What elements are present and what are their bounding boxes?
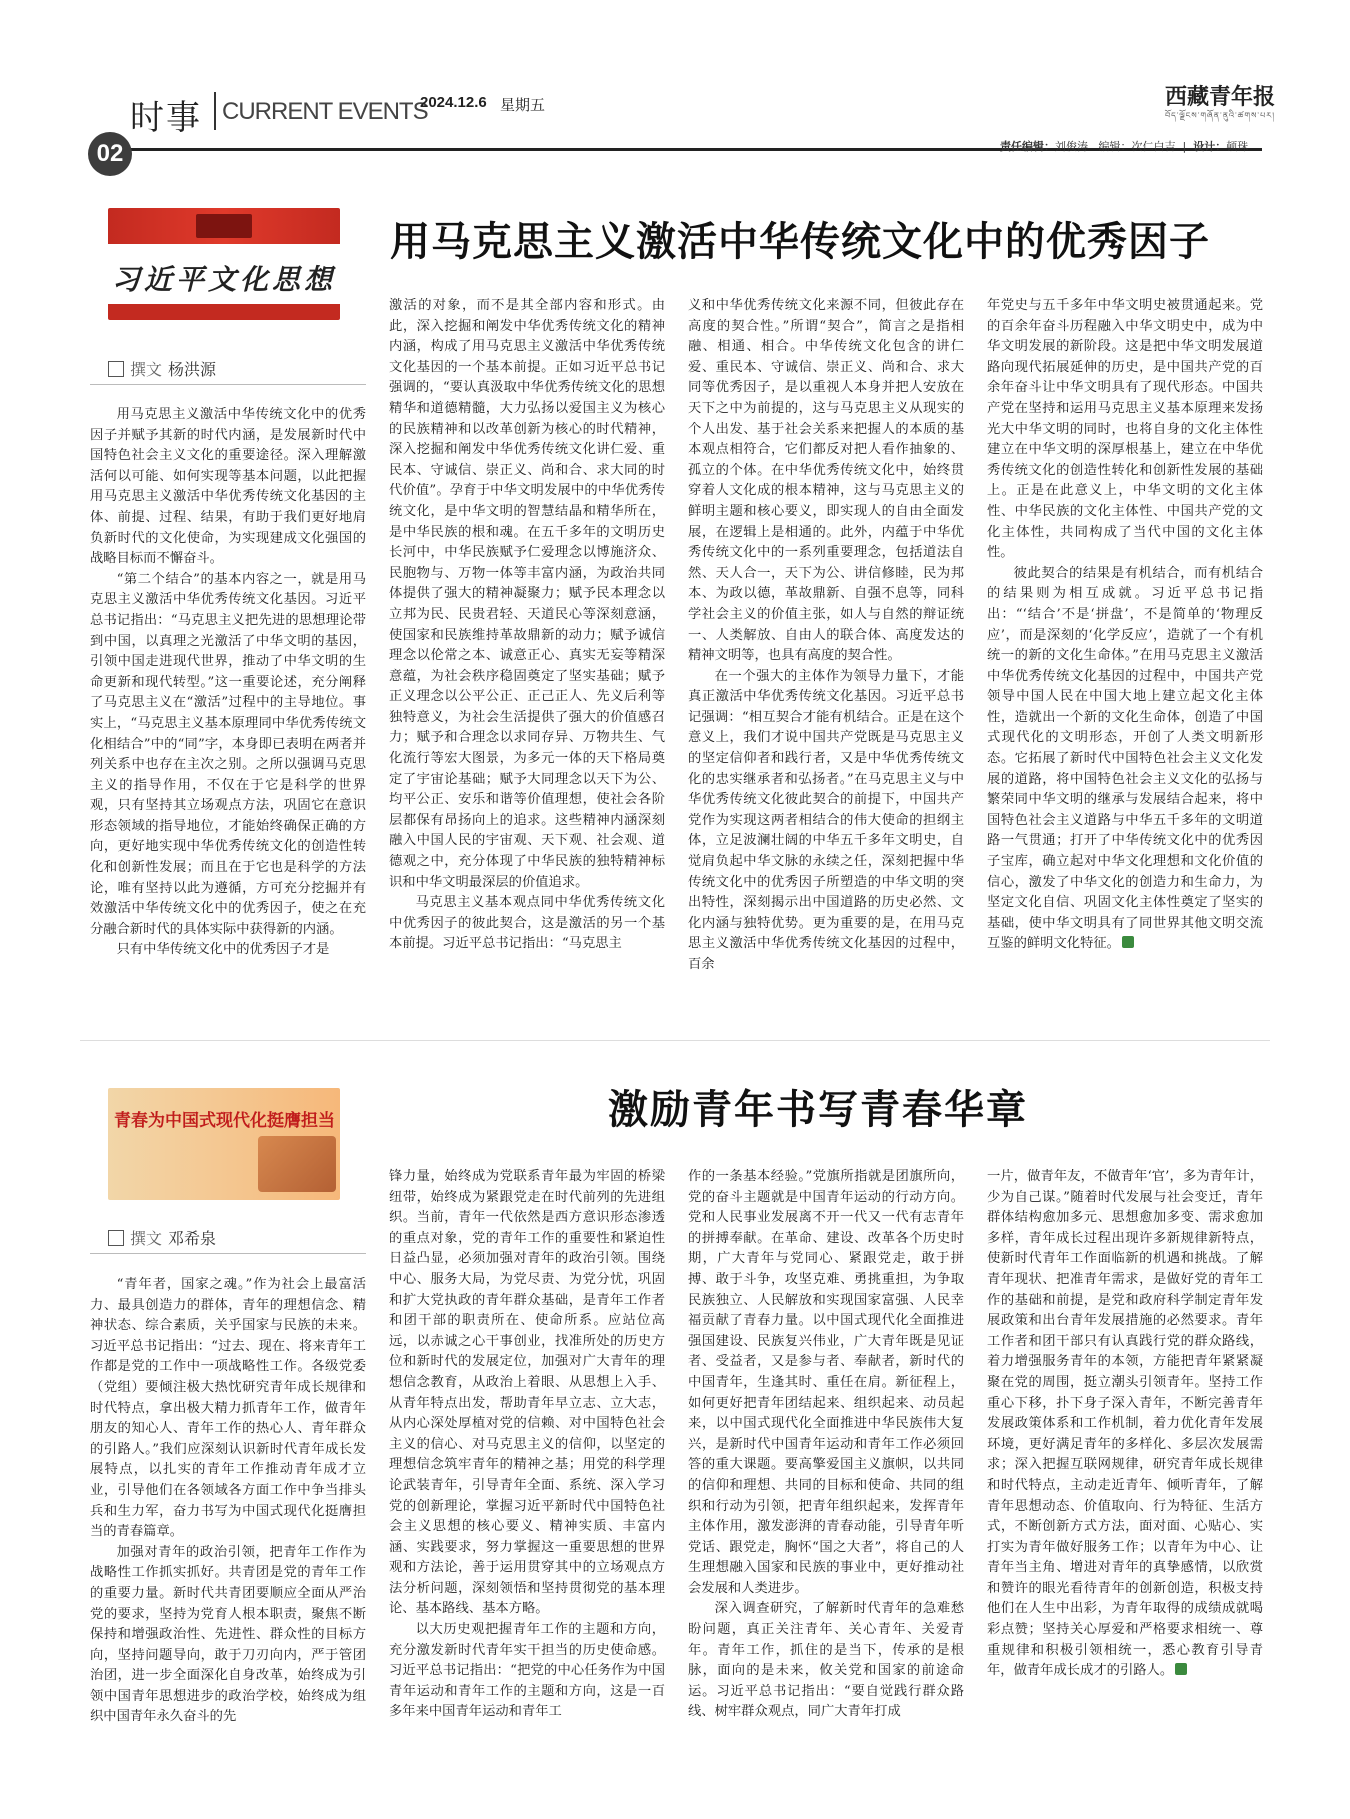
editor-credits: 责任编辑：刘俊涛 编辑：次仁白吉 | 设计：顿珠 <box>1000 140 1249 153</box>
editor-in-charge-label: 责任编辑： <box>1000 140 1055 153</box>
article1-banner <box>108 208 340 320</box>
article2-column-1 <box>90 1275 366 1785</box>
banner-figures-illustration <box>258 1136 336 1192</box>
article1-column-3 <box>688 296 964 1010</box>
article2-column-2 <box>389 1167 665 1785</box>
editor-name: 次仁白吉 <box>1131 140 1176 153</box>
paragraph <box>987 1167 1263 1682</box>
designer-name: 顿珠 <box>1226 140 1249 153</box>
section-separator <box>214 92 216 130</box>
pen-icon <box>108 361 124 377</box>
paragraph: 用马克思主义激活中华传统文化中的优秀因子并赋予其新的时代内涵，是发展新时代中国特色社会主义文化的重要途径。深入理解激活何以可能、如何实现等基本问题，以此把握用马克思主义激活中华优秀传统文化基因的主体、前提、过程、结果，有助于我们更好地肩负新时代的文化使命，为实现建成文化强国的战略目标而不懈奋斗。 <box>90 407 366 567</box>
paragraph-text: 一片，做青年友，不做青年‘官’，多为青年计，少为自己谋。”随着时代发展与社会变迁，青年群体结构愈加多元、思想愈加多变、需求愈加多样，青年成长过程出现许多新规律新特点，使新时代青年工作面临新的机遇和挑战。了解青年现状、把准青年需求，是做好党的青年工作的基础和前提，是党和政府科学制定青年发展政策和出台青年发展措施的必然要求。青年工作者和团干部只有认真践行党的群众路线，着力增强服务青年的本领，方能把青年紧紧凝聚在党的周围，挺立潮头引领青年。坚持工作重心下移，扑下身子深入青年，不断完善青年发展政策体系和工作机制，着力优化青年发展环境，更好满足青年的多样化、多层次发展需求；深入把握互联网规律，研究青年成长规律和时代特点，主动走近青年、倾听青年，了解青年思想动态、价值取向、行为特征、生活方式，不断创新方式方法，面对面、心贴心、实打实为青年做好服务工作；以青年为中心、让青年当主角、增进对青年的真挚感情，以欣赏和赞许的眼光看待青年的创新创造，积极支持他们在人生中出彩，为青年取得的成绩成就喝彩点赞；坚持关心厚爱和严格要求相统一、尊重规律和积极引领相统一，悉心教育引导青年，做青年成长成才的引路人。 <box>987 1169 1263 1679</box>
article1-column-1 <box>90 405 366 1010</box>
article1-byline <box>108 357 216 380</box>
banner-calligraphy: 习近平文化思想 <box>111 263 336 296</box>
paragraph: 激活的对象，而不是其全部内容和形式。由此，深入挖掘和阐发中华优秀传统文化的精神内涵，构成了用马克思主义激活中华优秀传统文化基因的一个基本前提。正如习近平总书记强调的，“要认真汲取中华优秀传统文化的思想精华和道德精髓，大力弘扬以爱国主义为核心的民族精神和以改革创新为核心的时代精神，深入挖掘和阐发中华优秀传统文化讲仁爱、重民本、守诚信、崇正义、尚和合、求大同的时代价值”。孕育于中华文明发展中的中华优秀传统文化，是中华文明的智慧结晶和精华所在，是中华民族的根和魂。在五千多年的文明历史长河中，中华民族赋予仁爱理念以博施济众、民胞物与、万物一体等丰富内涵，为政治共同体提供了强大的精神凝聚力；赋予民本理念以立邦为民、民贵君轻、天道民心等深刻意涵，使国家和民族维持革故鼎新的动力；赋予诚信理念以伦常之本、诚意正心、真实无妄等精深意蕴，为社会秩序稳固奠定了坚实基础；赋予正义理念以公平公正、正己正人、先义后利等独特意义，为社会生活提供了强大的价值感召力；赋予和合理念以求同存异、万物共生、气化流行等宏大图景，为多元一体的天下格局奠定了宇宙论基础；赋予大同理念以天下为公、均平公正、安乐和谐等价值理想，使社会各阶层都保有昂扬向上的追求。这些精神内涵深刻融入中国人民的宇宙观、天下观、社会观、道德观之中，充分体现了中华民族的独特精神标识和中华文明最深层的价值追求。 <box>389 298 665 890</box>
issue-weekday: 星期五 <box>500 96 546 114</box>
paragraph: 年党史与五千多年中华文明史被贯通起来。党的百余年奋斗历程融入中华文明史中，成为中华文明发展的新阶段。这是把中华文明发展道路向现代拓展延伸的历史，是中国共产党的百余年奋斗让中华文明具有了现代形态。中国共产党在坚持和运用马克思主义基本原理来发扬光大中华文明的同时，也将自身的文化主体性建立在中华文明的深厚根基上，建立在中华优秀传统文化的创造性转化和创新性发展的基础上。正是在此意义上，中华文明的文化主体性、中华民族的文化主体性、中国共产党的文化主体性，共同构成了当代中国的文化主体性。 <box>987 298 1263 561</box>
article1-column-2 <box>389 296 665 1010</box>
article2-banner <box>108 1088 340 1200</box>
newspaper-masthead-tibetan: བོད་ལྗོངས་གཞོན་ནུའི་ཚགས་པར། <box>1165 111 1275 120</box>
paragraph-text: 彼此契合的结果是有机结合，而有机结合的结果则为相互成就。习近平总书记指出：“‘结合’不是‘拼盘’，不是简单的‘物理反应’，而是深刻的‘化学反应’，造就了一个有机统一的新的文化生命体。”在用马克思主义激活中华优秀传统文化基因的过程中，中国共产党领导中国人民在中国大地上建立起文化主体性，造就出一个新的文化生命体，创造了中国式现代化的文明形态，开创了人类文明新形态。它拓展了新时代中国特色社会主义文化发展的道路，将中国特色社会主义文化的弘扬与繁荣同中华文明的继承与发展结合起来，将中国特色社会主义道路与中华五千多年的文明道路一气贯通；打开了中华传统文化中的优秀因子宝库，确立起对中华文化理想和文化价值的信心，激发了中华文化的创造力和生命力，为坚定文化自信、巩固文化主体性奠定了坚实的基础，使中华文明具有了同世界其他文明交流互鉴的鲜明文化特征。 <box>987 565 1263 952</box>
newspaper-masthead: 西藏青年报 <box>1165 84 1276 110</box>
paragraph: “青年者，国家之魂。”作为社会上最富活力、最具创造力的群体，青年的理想信念、精神状态、综合素质，关乎国家与民族的未来。习近平总书记指出：“过去、现在、将来青年工作都是党的工作中一项战略性工作。各级党委（党组）要倾注极大热忱研究青年成长规律和时代特点，拿出极大精力抓青年工作，做青年朋友的知心人、青年工作的热心人、青年群众的引路人。”我们应深刻认识新时代青年成长发展特点，以扎实的青年工作推动青年成才立业，引导他们在各领域各方面工作中争当排头兵和生力军，奋力书写为中国式现代化挺膺担当的青春篇章。 <box>90 1277 366 1540</box>
article2-column-3 <box>688 1167 964 1785</box>
issue-date: 2024.12.6 <box>420 94 487 111</box>
byline-label: 撰文 <box>130 360 163 379</box>
banner-text: 青春为中国式现代化挺膺担当 <box>114 1111 335 1131</box>
paragraph: “第二个结合”的基本内容之一，就是用马克思主义激活中华优秀传统文化基因。习近平总书记指出：“马克思主义把先进的思想理论带到中国，以真理之光激活了中华文明的基因，引领中国走进现代世界，推动了中华文明的生命更新和现代转型。”这一重要论述，充分阐释了马克思主义在“激活”过程中的主导地位。事实上，“马克思主义基本原理同中华优秀传统文化相结合”中的“同”字，本身即已表明在两者并列关系中也存在主次之别。之所以强调马克思主义的指导作用，不仅在于它是科学的世界观，只有坚持其立场观点方法，巩固它在意识形态领域的指导地位，才能始终确保正确的方向，更好地实现中华优秀传统文化的创造性转化和创新性发展；而且在于它也是科学的方法论，唯有坚持以此为遵循，方可充分挖掘并有效激活中华传统文化中的优秀因子，使之在充分融合新时代的具体实际中获得新的内涵。 <box>90 571 366 937</box>
paragraph: 作的一条基本经验。”党旗所指就是团旗所向，党的奋斗主题就是中国青年运动的行动方向。党和人民事业发展离不开一代又一代有志青年的拼搏奉献。在革命、建设、改革各个历史时期，广大青年与党同心、紧跟党走，敢于拼搏、敢于斗争，攻坚克难、勇挑重担，为争取民族独立、人民解放和实现国家富强、人民幸福贡献了青春力量。以中国式现代化全面推进强国建设、民族复兴伟业，广大青年既是见证者、受益者，又是参与者、奉献者，新时代的中国青年，生逢其时、重任在肩。新征程上，如何更好把青年团结起来、组织起来、动员起来，以中国式现代化全面推进中华民族伟大复兴，是新时代中国青年运动和青年工作必须回答的重大课题。要高擎爱国主义旗帜，以共同的信仰和理想、共同的目标和使命、共同的组织和行动为引领，把青年组织起来，发挥青年主体作用，激发澎湃的青春动能，引导青年听党话、跟党走，胸怀“国之大者”，将自己的人生理想融入国家和民族的事业中，更好推动社会发展和人类进步。 <box>688 1169 964 1596</box>
designer-label: 设计： <box>1193 140 1227 153</box>
paragraph: 义和中华优秀传统文化来源不同，但彼此存在高度的契合性。”所谓“契合”，简言之是指相融、相通、相合。中华传统文化包含的讲仁爱、重民本、守诚信、崇正义、尚和合、求大同等优秀因子，是以重视人本身并把人安放在天下之中为前提的，这与马克思主义从现实的个人出发、基于社会关系来把握人的本质的基本观点相符合，它们都反对把人看作抽象的、孤立的个体。在中华优秀传统文化中，始终贯穿着人文化成的根本精神，这与马克思主义的鲜明主题和核心要义，即实现人的自由全面发展，在逻辑上是相通的。此外，内蕴于中华优秀传统文化中的一系列重要理念，包括道法自然、天人合一，天下为公、讲信修睦，民为邦本、为政以德，革故鼎新、自强不息等，同科学社会主义的价值主张，如人与自然的辩证统一、人类解放、自由人的联合体、高度发达的精神文明等，也具有高度的契合性。 <box>688 298 964 664</box>
paragraph: 马克思主义基本观点同中华优秀传统文化中优秀因子的彼此契合，这是激活的另一个基本前提。习近平总书记指出：“马克思主 <box>389 895 665 952</box>
page-number: 02 <box>88 132 132 176</box>
author-name: 邓希泉 <box>168 1229 217 1248</box>
editor-in-charge: 刘俊涛 <box>1055 140 1088 153</box>
pen-icon <box>108 1230 124 1246</box>
author-name: 杨洪源 <box>168 360 217 379</box>
paragraph <box>987 564 1263 955</box>
paragraph: 在一个强大的主体作为领导力量下，才能真正激活中华优秀传统文化基因。习近平总书记强调：“相互契合才能有机结合。正是在这个意义上，我们才说中国共产党既是马克思主义的坚定信仰者和践行者，又是中华优秀传统文化的忠实继承者和弘扬者。”在马克思主义与中华优秀传统文化彼此契合的前提下，中国共产党作为实现这两者相结合的伟大使命的担纲主体，立足波澜壮阔的中华五千多年文明史，自觉肩负起中华文脉的永续之任，深刻把握中华传统文化中的优秀因子所塑造的中华文明的突出特性，深刻揭示出中国道路的历史必然、文化内涵与独特优势。更为重要的是，在用马克思主义激活中华优秀传统文化基因的过程中，百余 <box>688 668 964 972</box>
paragraph: 只有中华传统文化中的优秀因子才是 <box>116 942 330 958</box>
tiananmen-icon <box>196 214 252 238</box>
article2-byline <box>108 1226 216 1249</box>
editor-label: 编辑： <box>1098 140 1132 153</box>
article2-column-4 <box>987 1167 1263 1785</box>
article2-headline: 激励青年书写青春华章 <box>608 1087 1028 1133</box>
paragraph: 深入调查研究，了解新时代青年的急难愁盼问题，真正关注青年、关心青年、关爱青年。青年工作，抓住的是当下，传承的是根脉，面向的是未来，攸关党和国家的前途命运。习近平总书记指出：“要自觉践行群众路线、树牢群众观点，同广大青年打成 <box>688 1601 964 1720</box>
paragraph: 锋力量，始终成为党联系青年最为牢固的桥梁纽带，始终成为紧跟党走在时代前列的先进组织。当前，青年一代依然是西方意识形态渗透的重点对象，党的青年工作的重要性和紧迫性日益凸显，必须加强对青年的政治引领。围绕中心、服务大局，为党尽责、为党分忧，巩固和扩大党执政的青年群众基础，是青年工作者和团干部的职责所在、使命所系。应站位高远，以赤诚之心干事创业，找准所处的历史方位和新时代的发展定位，加强对广大青年的理想信念教育，从政治上着眼、从思想上入手、从青年特点出发，帮助青年早立志、立大志，从内心深处厚植对党的信赖、对中国特色社会主义的信心、对马克思主义的信仰，以坚定的理想信念筑牢青年的精神之基；用党的科学理论武装青年，引导青年全面、系统、深入学习党的创新理论，掌握习近平新时代中国特色社会主义思想的核心要义、精神实质、丰富内涵、实践要求，努力掌握这一重要思想的世界观和方法论，善于运用贯穿其中的立场观点方法分析问题，深刻领悟和坚持贯彻党的基本理论、基本路线、基本方略。 <box>389 1169 665 1617</box>
byline-rule <box>90 384 366 385</box>
end-mark-icon <box>1175 1663 1187 1675</box>
byline-rule <box>90 1253 366 1254</box>
banner-bottom-band <box>108 304 340 320</box>
article1-column-4 <box>987 296 1263 1010</box>
paragraph: 以大历史观把握青年工作的主题和方向，充分激发新时代青年实干担当的历史使命感。习近平总书记指出：“把党的中心任务作为中国青年运动和青年工作的主题和方向，这是一百多年来中国青年运动和青年工 <box>389 1622 665 1720</box>
section-title-en: CURRENT EVENTS <box>222 98 428 125</box>
byline-label: 撰文 <box>130 1229 163 1248</box>
paragraph: 加强对青年的政治引领，把青年工作作为战略性工作抓实抓好。共青团是党的青年工作的重要力量。新时代共青团要顺应全面从严治党的要求，坚持为党育人根本职责，聚焦不断保持和增强政治性、先进性、群众性的目标方向，坚持问题导向，敢于刀刃向内，严于管团治团，进一步全面深化自身改革，始终成为引领中国青年思想进步的政治学校，始终成为组织中国青年永久奋斗的先 <box>90 1544 366 1725</box>
end-mark-icon <box>1122 936 1134 948</box>
article1-headline: 用马克思主义激活中华传统文化中的优秀因子 <box>390 219 1210 265</box>
section-title-cn: 时事 <box>130 98 202 138</box>
article-separator <box>80 1040 1270 1041</box>
